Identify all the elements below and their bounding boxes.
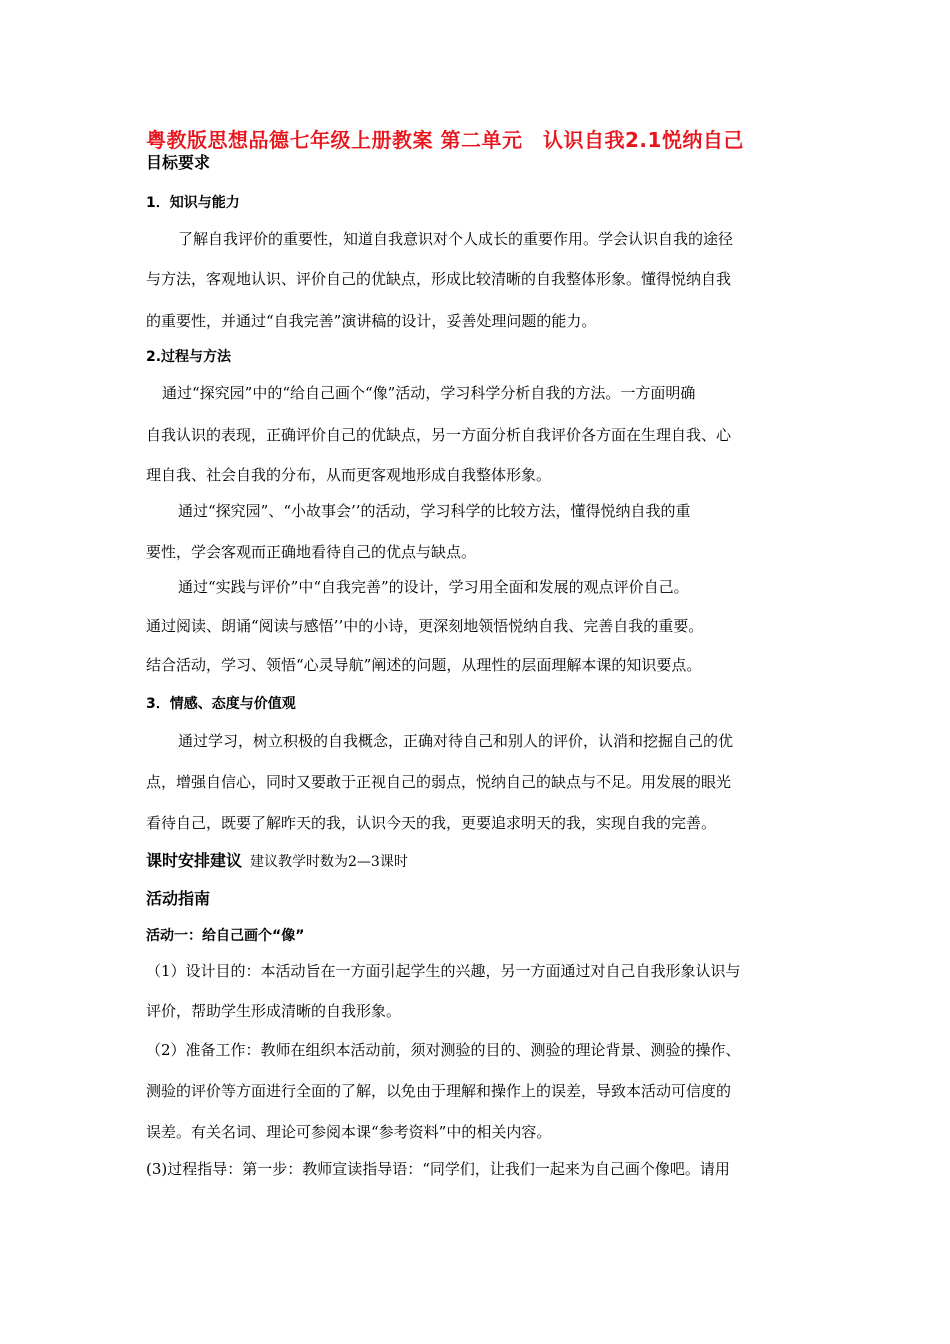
paragraph-line: 误差。有关名词、理论可参阅本课“参考资料”中的相关内容。: [146, 1123, 552, 1141]
section2-heading: 2.过程与方法: [146, 349, 232, 365]
paragraph-line: （1）设计目的：本活动旨在一方面引起学生的兴趣，另一方面通过对自己自我形象认识与: [146, 962, 741, 980]
paragraph-line: 通过“实践与评价”中“自我完善”的设计，学习用全面和发展的观点评价自己。: [178, 578, 689, 596]
section3-heading: 3．情感、态度与价值观: [146, 696, 296, 712]
paragraph-line: 理自我、社会自我的分布，从而更客观地形成自我整体形象。: [146, 466, 552, 484]
section1-heading: 1．知识与能力: [146, 195, 240, 211]
paragraph-line: 了解自我评价的重要性，知道自我意识对个人成长的重要作用。学会认识自我的途径: [178, 230, 734, 248]
paragraph-line: 的重要性，并通过“自我完善”演讲稿的设计，妥善处理问题的能力。: [146, 312, 597, 330]
paragraph-line: 通过“探究园”中的“给自己画个“像”活动，学习科学分析自我的方法。一方面明确: [162, 384, 696, 402]
paragraph-line: 要性，学会客观而正确地看待自己的优点与缺点。: [146, 543, 477, 561]
paragraph-line: 测验的评价等方面进行全面的了解，以免由于理解和操作上的误差，导致本活动可信度的: [146, 1082, 732, 1100]
paragraph-line: 通过阅读、朗诵“阅读与感悟’’中的小诗，更深刻地领悟悦纳自我、完善自我的重要。: [146, 617, 704, 635]
paragraph-line: （2）准备工作：教师在组织本活动前，须对测验的目的、测验的理论背景、测验的操作、: [146, 1041, 741, 1059]
document-title: 粤教版思想品德七年级上册教案 第二单元 认识自我2.1悦纳自己: [146, 128, 744, 152]
goals-heading: 目标要求: [146, 153, 211, 172]
paragraph-line: 看待自己，既要了解昨天的我，认识今天的我，更要追求明天的我，实现自我的完善。: [146, 814, 717, 832]
paragraph-line: 点，增强自信心，同时又要敢于正视自己的弱点，悦纳自己的缺点与不足。用发展的眼光: [146, 773, 732, 791]
activity1-heading: 活动一：给自己画个“像”: [146, 928, 305, 944]
schedule-heading-text: 课时安排建议: [146, 851, 243, 870]
paragraph-line: 自我认识的表现，正确评价自己的优缺点，另一方面分析自我评价各方面在生理自我、心: [146, 426, 732, 444]
paragraph-line: (3)过程指导：第一步：教师宣读指导语：“同学们，让我们一起来为自己画个像吧。请用: [146, 1160, 730, 1178]
paragraph-line: 通过学习，树立积极的自我概念，正确对待自己和别人的评价，认消和挖掘自己的优: [178, 732, 734, 750]
paragraph-line: 通过“探究园”、“小故事会’’的活动，学习科学的比较方法，懂得悦纳自我的重: [178, 502, 691, 520]
schedule-note: 建议教学时数为2—3课时: [250, 854, 408, 870]
schedule-heading: [146, 848, 408, 871]
paragraph-line: 与方法，客观地认识、评价自己的优缺点，形成比较清晰的自我整体形象。懂得悦纳自我: [146, 270, 732, 288]
paragraph-line: 结合活动，学习、领悟“心灵导航”阐述的问题，从理性的层面理解本课的知识要点。: [146, 656, 702, 674]
activity-guide-heading: 活动指南: [146, 889, 211, 908]
paragraph-line: 评价，帮助学生形成清晰的自我形象。: [146, 1002, 402, 1020]
